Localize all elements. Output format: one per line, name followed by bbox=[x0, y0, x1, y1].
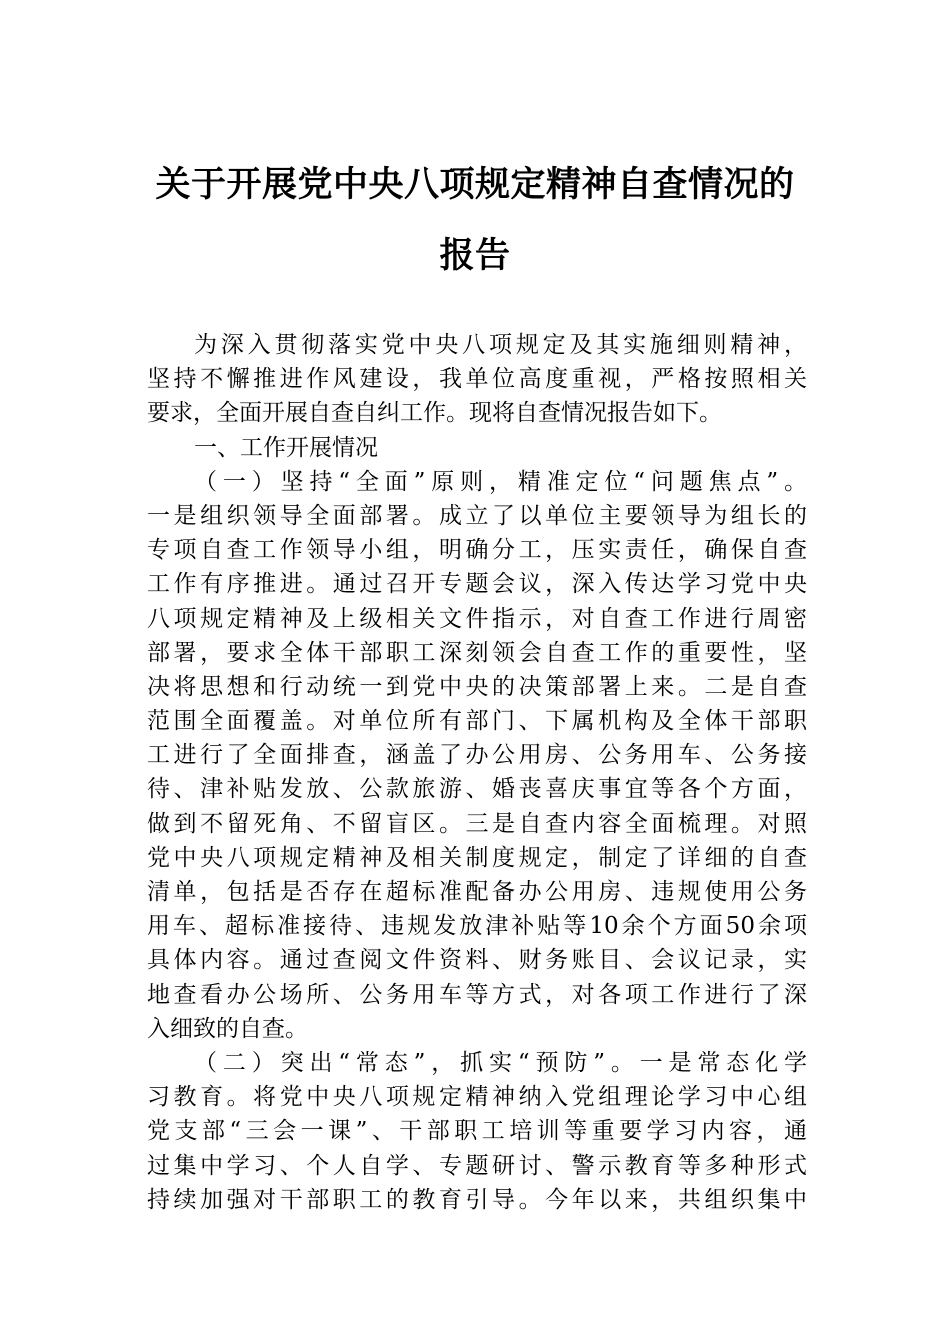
paragraph-line: 持续加强对干部职工的教育引导。今年以来，共组织集中 bbox=[147, 1186, 807, 1213]
paragraph-line: 地查看办公场所、公务用车等方式，对各项工作进行了深 bbox=[147, 981, 807, 1008]
document-body bbox=[147, 328, 807, 1217]
paragraph-line: 清单，包括是否存在超标准配备办公用房、违规使用公务 bbox=[147, 879, 807, 905]
paragraph-line: 决将思想和行动统一到党中央的决策部署上来。二是自查 bbox=[147, 673, 807, 700]
paragraph-line: 一是组织领导全面部署。成立了以单位主要领导为组长的 bbox=[147, 502, 807, 529]
document-title-line-2: 报告 bbox=[439, 235, 511, 276]
section-heading: 一、工作开展情况 bbox=[194, 434, 378, 461]
paragraph-line: 工进行了全面排查，涵盖了办公用房、公务用车、公务接 bbox=[147, 742, 807, 769]
paragraph-line: 八项规定精神及上级相关文件指示，对自查工作进行周密 bbox=[147, 605, 807, 632]
document-title-line-1: 关于开展党中央八项规定精神自查情况的 bbox=[155, 164, 795, 205]
paragraph-line: 入细致的自查。 bbox=[147, 1015, 308, 1042]
paragraph-line: 待、津补贴发放、公款旅游、婚丧喜庆事宜等各个方面， bbox=[147, 776, 807, 803]
paragraph-line: 要求，全面开展自查自纠工作。现将自查情况报告如下。 bbox=[147, 400, 722, 427]
subsection-heading: （二）突出“常态”，抓实“预防”。一是常态化学 bbox=[194, 1049, 807, 1076]
paragraph-line: 党支部“三会一课”、干部职工培训等重要学习内容，通 bbox=[147, 1118, 807, 1145]
paragraph-line: 具体内容。通过查阅文件资料、财务账目、会议记录，实 bbox=[147, 947, 807, 974]
paragraph-line: 习教育。将党中央八项规定精神纳入党组理论学习中心组 bbox=[147, 1084, 807, 1111]
paragraph-line: 部署，要求全体干部职工深刻领会自查工作的重要性，坚 bbox=[147, 639, 807, 666]
paragraph-line: 范围全面覆盖。对单位所有部门、下属机构及全体干部职 bbox=[147, 708, 807, 735]
paragraph-line: 用车、超标准接待、违规发放津补贴等10余个方面50余项 bbox=[147, 913, 807, 940]
paragraph-line: 专项自查工作领导小组，明确分工，压实责任，确保自查 bbox=[147, 537, 807, 564]
paragraph-line: 党中央八项规定精神及相关制度规定，制定了详细的自查 bbox=[147, 844, 807, 871]
subsection-heading: （一）坚持“全面”原则，精准定位“问题焦点”。 bbox=[194, 468, 807, 495]
paragraph-line: 做到不留死角、不留盲区。三是自查内容全面梳理。对照 bbox=[147, 810, 807, 837]
paragraph-line: 坚持不懈推进作风建设，我单位高度重视，严格按照相关 bbox=[147, 366, 807, 393]
paragraph-line: 为深入贯彻落实党中央八项规定及其实施细则精神， bbox=[194, 332, 807, 358]
paragraph-line: 工作有序推进。通过召开专题会议，深入传达学习党中央 bbox=[147, 571, 807, 598]
paragraph-line: 过集中学习、个人自学、专题研讨、警示教育等多种形式 bbox=[147, 1152, 807, 1179]
